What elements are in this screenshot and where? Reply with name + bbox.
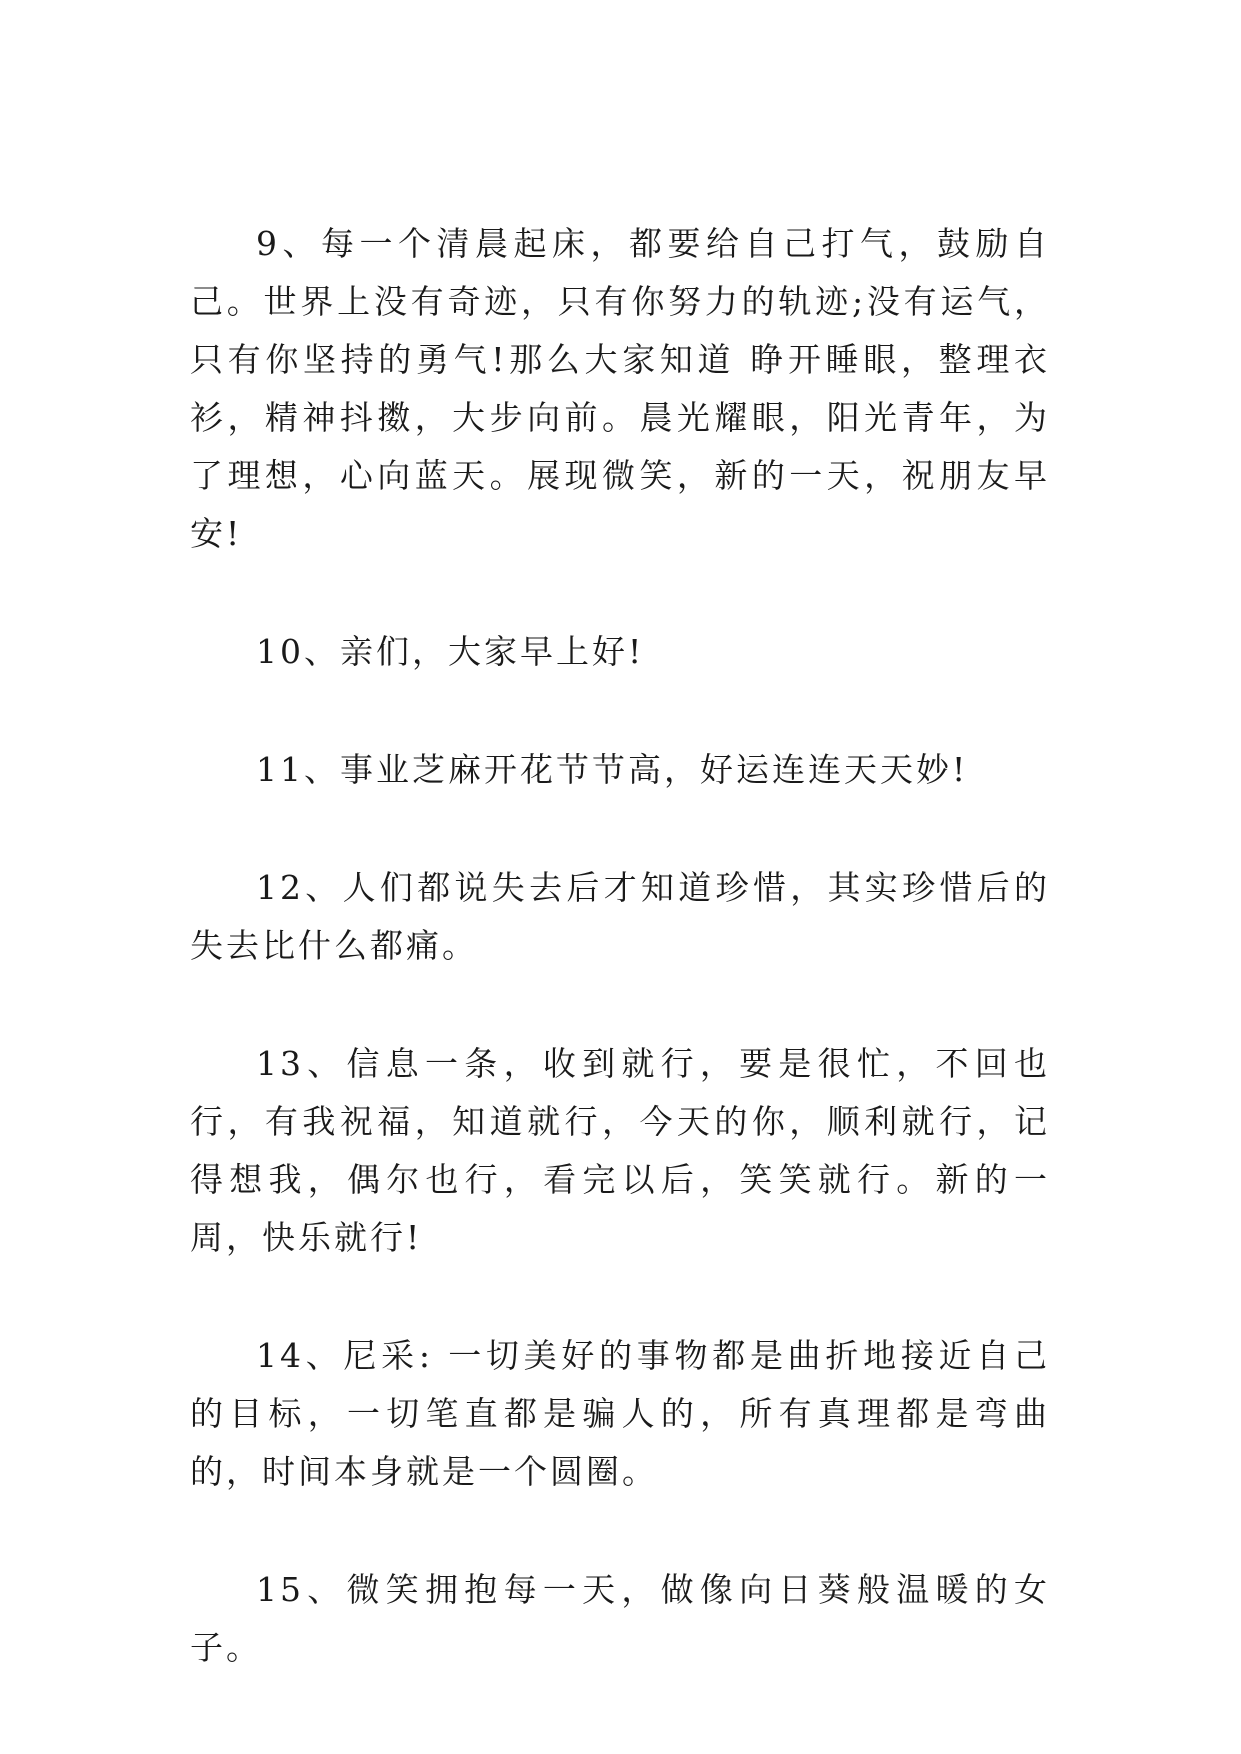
paragraph-14: 14、尼采: 一切美好的事物都是曲折地接近自己的目标，一切笔直都是骗人的，所有真理都是弯曲的，时间本身就是一个圆圈。 xyxy=(190,1336,1050,1491)
paragraph-11: 11、事业芝麻开花节节高，好运连连天天妙! xyxy=(256,750,969,789)
paragraph-13: 13、信息一条，收到就行，要是很忙，不回也行，有我祝福，知道就行，今天的你，顺利就行，记得想我，偶尔也行，看完以后，笑笑就行。新的一周，快乐就行! xyxy=(190,1044,1050,1257)
paragraph-12: 12、人们都说失去后才知道珍惜，其实珍惜后的失去比什么都痛。 xyxy=(190,868,1050,965)
paragraph-15: 15、微笑拥抱每一天，做像向日葵般温暖的女子。 xyxy=(190,1570,1050,1667)
paragraph-9: 9、每一个清晨起床，都要给自己打气，鼓励自己。世界上没有奇迹，只有你努力的轨迹;没有运气，只有你坚持的勇气!那么大家知道 睁开睡眼，整理衣衫，精神抖擞，大步向前。晨光耀眼，阳光青年，为了理想，心向蓝天。展现微笑，新的一天，祝朋友早安! xyxy=(190,224,1050,553)
paragraph-10: 10、亲们，大家早上好! xyxy=(256,632,645,671)
document-body xyxy=(190,215,1050,1737)
